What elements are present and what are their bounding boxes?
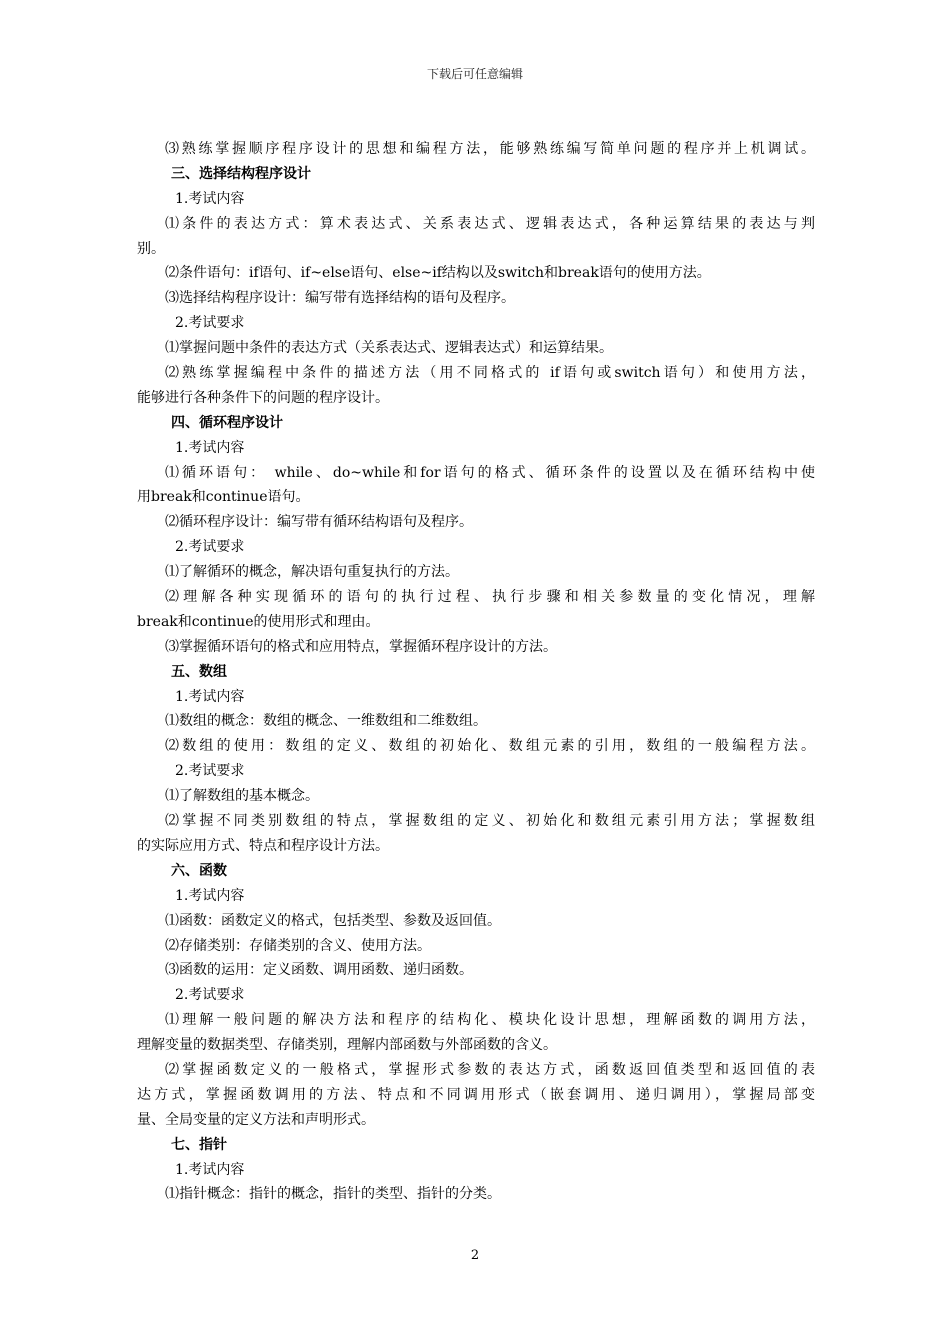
- section-heading: 四、循环程序设计: [171, 414, 283, 431]
- text-line: ⑵条件语句：if语句、if~else语句、else~if结构以及switch和break语句的使用方法。: [165, 265, 711, 282]
- text-line: 2.考试要求: [175, 539, 245, 556]
- text-line: 别。: [137, 240, 165, 257]
- text-line: ⑴了解循环的概念，解决语句重复执行的方法。: [165, 564, 459, 581]
- section-heading: 三、选择结构程序设计: [171, 165, 311, 182]
- text-line: 的实际应用方式、特点和程序设计方法。: [137, 837, 389, 854]
- text-line: ⑵掌握函数定义的一般格式，掌握形式参数的表达方式，函数返回值类型和返回值的表: [165, 1061, 815, 1078]
- text-line: ⑴函数：函数定义的格式，包括类型、参数及返回值。: [165, 912, 501, 929]
- text-line: 用break和continue语句。: [137, 489, 310, 506]
- text-line: 1.考试内容: [175, 190, 245, 207]
- text-line: ⑵循环程序设计：编写带有循环结构语句及程序。: [165, 514, 473, 531]
- text-line: 量、全局变量的定义方法和声明形式。: [137, 1111, 375, 1128]
- text-line: ⑵掌握不同类别数组的特点，掌握数组的定义、初始化和数组元素引用方法；掌握数组: [165, 813, 815, 830]
- text-line: 2.考试要求: [175, 315, 245, 332]
- section-heading: 六、函数: [171, 862, 227, 879]
- text-line: ⑵存储类别：存储类别的含义、使用方法。: [165, 937, 431, 954]
- text-line: ⑶熟练掌握顺序程序设计的思想和编程方法，能够熟练编写简单问题的程序并上机调试。: [165, 141, 815, 157]
- text-line: 1.考试内容: [175, 439, 245, 456]
- text-line: ⑶函数的运用：定义函数、调用函数、递归函数。: [165, 962, 473, 979]
- text-line: ⑴指针概念：指针的概念，指针的类型、指针的分类。: [165, 1186, 501, 1203]
- page-header: 下载后可任意编辑: [426, 67, 523, 81]
- text-line: ⑵数组的使用：数组的定义、数组的初始化、数组元素的引用，数组的一般编程方法。: [165, 738, 815, 755]
- text-line: ⑵熟练掌握编程中条件的描述方法（用不同格式的 if语句或switch语句）和使用方法，: [165, 365, 815, 382]
- page-number: 2: [470, 1248, 480, 1263]
- text-line: 理解变量的数据类型、存储类别，理解内部函数与外部函数的含义。: [137, 1037, 557, 1054]
- section-heading: 五、数组: [171, 663, 227, 680]
- text-line: 2.考试要求: [175, 763, 245, 780]
- text-line: ⑴循环语句： while、do~while和for语句的格式、循环条件的设置以及在循环结构中使: [165, 464, 815, 481]
- text-line: 2.考试要求: [175, 987, 245, 1004]
- text-line: 1.考试内容: [175, 688, 245, 705]
- text-line: 能够进行各种条件下的问题的程序设计。: [137, 389, 389, 406]
- text-line: ⑴数组的概念：数组的概念、一维数组和二维数组。: [165, 713, 487, 730]
- text-line: 1.考试内容: [175, 887, 245, 904]
- text-line: ⑶选择结构程序设计：编写带有选择结构的语句及程序。: [165, 290, 515, 307]
- document-body: [137, 137, 815, 1207]
- section-heading: 七、指针: [171, 1136, 227, 1153]
- text-line: ⑴掌握问题中条件的表达方式（关系表达式、逻辑表达式）和运算结果。: [165, 340, 613, 357]
- text-line: ⑵理解各种实现循环的语句的执行过程、执行步骤和相关参数量的变化情况，理解: [165, 589, 815, 606]
- text-line: ⑴理解一般问题的解决方法和程序的结构化、模块化设计思想，理解函数的调用方法，: [165, 1012, 815, 1029]
- text-line: break和continue的使用形式和理由。: [137, 613, 380, 630]
- text-line: 1.考试内容: [175, 1161, 245, 1178]
- text-line: 达方式，掌握函数调用的方法、特点和不同调用形式（嵌套调用、递归调用），掌握局部变: [137, 1086, 815, 1103]
- text-line: ⑶掌握循环语句的格式和应用特点，掌握循环程序设计的方法。: [165, 638, 557, 655]
- text-line: ⑴了解数组的基本概念。: [165, 788, 319, 805]
- text-line: ⑴条件的表达方式：算术表达式、关系表达式、逻辑表达式，各种运算结果的表达与判: [165, 215, 815, 232]
